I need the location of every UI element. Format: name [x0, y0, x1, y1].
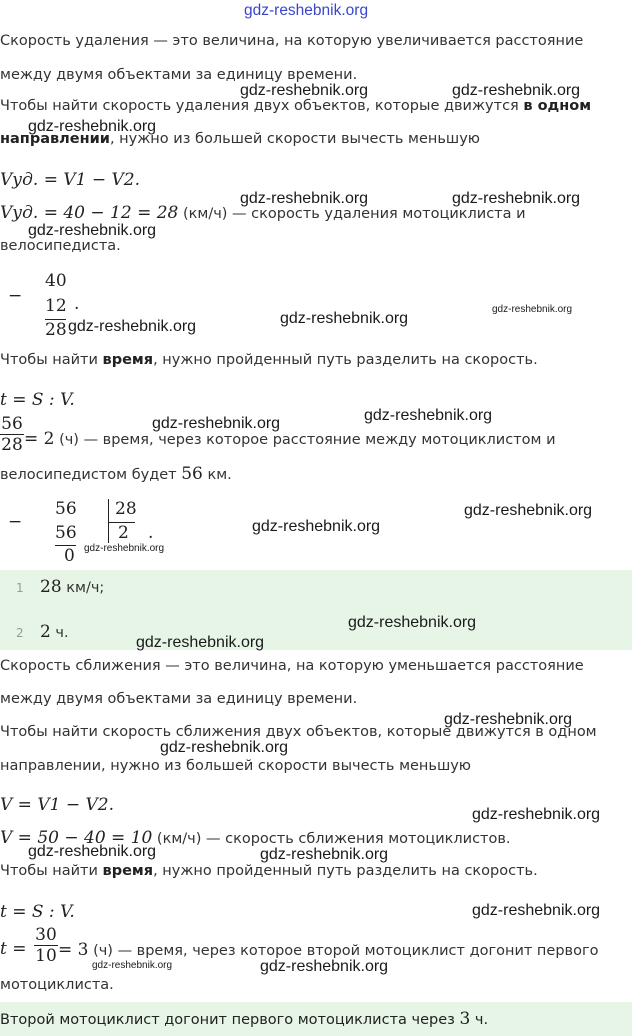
watermark: gdz-reshebnik.org: [152, 415, 281, 432]
fraction-2-denominator: 10: [35, 946, 57, 966]
column-subtrahend: 12: [45, 296, 67, 316]
division-subtracted: 56: [55, 523, 77, 543]
definition-approach-line1: Скорость сближения — это величина, на которую уменьшается расстояние: [0, 658, 584, 674]
answer-1: 28 км/ч;: [40, 577, 105, 597]
fraction-1-denominator: 28: [1, 435, 23, 455]
column-sign: −: [8, 286, 23, 306]
division-dot: .: [148, 523, 154, 543]
rule-removal-line2: направлении, нужно из большей скорости вычесть меньшую: [0, 131, 480, 147]
answers-box: [0, 570, 632, 650]
time-formula-1: t = S : V.: [0, 390, 75, 410]
fraction-2-prefix: t =: [0, 939, 27, 959]
time-rule-2: Чтобы найти время, нужно пройденный путь разделить на скорость.: [0, 863, 538, 879]
rule-approach-line2: направлении, нужно из большей скорости вычесть меньшую: [0, 758, 472, 774]
fraction-2-line2: мотоциклиста.: [0, 977, 114, 993]
watermark: gdz-reshebnik.org: [28, 843, 157, 860]
watermark: gdz-reshebnik.org: [280, 310, 409, 327]
watermark: gdz-reshebnik.org: [84, 543, 165, 554]
column-minuend: 40: [45, 271, 67, 291]
final-answer: Второй мотоциклист догонит первого мотоциклиста через 3 ч.: [0, 1009, 489, 1029]
definition-removal-line2: между двумя объектами за единицу времени.: [0, 67, 358, 83]
watermark: gdz-reshebnik.org: [492, 304, 573, 315]
fraction-1: [0, 414, 24, 455]
rule-approach-line1: Чтобы найти скорость сближения двух объектов, которые движутся в одном: [0, 724, 597, 740]
division-dividend: 56: [55, 499, 77, 519]
answer-2: 2 ч.: [40, 622, 69, 642]
division-remainder: 0: [64, 546, 75, 566]
calc-removal: Vуд. = 40 − 12 = 28 (км/ч) — скорость удаления мотоциклиста и: [0, 203, 526, 223]
answer-2-number: 2: [16, 626, 24, 640]
calc-approach: V = 50 − 40 = 10 (км/ч) — скорость сближения мотоциклистов.: [0, 828, 511, 848]
division-divisor: 28: [115, 499, 137, 519]
fraction-2-numerator: 30: [35, 925, 57, 945]
watermark: gdz-reshebnik.org: [464, 502, 593, 519]
column-dot: .: [74, 294, 80, 314]
fraction-2: [34, 925, 58, 966]
watermark: gdz-reshebnik.org: [452, 190, 581, 207]
watermark: gdz-reshebnik.org: [92, 960, 173, 971]
formula-removal: Vуд. = V1 − V2.: [0, 170, 141, 190]
fraction-1-text: = 2 (ч) — время, через которое расстояние между мотоциклистом и: [24, 429, 556, 449]
answer-1-number: 1: [16, 581, 24, 595]
definition-removal-line1: Скорость удаления — это величина, на которую увеличивается расстояние: [0, 33, 584, 49]
column-result: 28: [45, 320, 67, 340]
rule-removal-line1: Чтобы найти скорость удаления двух объектов, которые движутся в одном: [0, 98, 592, 114]
watermark: gdz-reshebnik.org: [364, 407, 493, 424]
time-rule-1: Чтобы найти время, нужно пройденный путь разделить на скорость.: [0, 352, 538, 368]
fraction-2-text: = 3 (ч) — время, через которое второй мотоциклист догонит первого: [58, 940, 599, 960]
watermark: gdz-reshebnik.org: [136, 634, 265, 651]
watermark: gdz-reshebnik.org: [68, 318, 197, 335]
watermark-top[interactable]: gdz-reshebnik.org: [244, 2, 369, 19]
formula-approach: V = V1 − V2.: [0, 795, 114, 815]
watermark: gdz-reshebnik.org: [348, 614, 477, 631]
watermark: gdz-reshebnik.org: [240, 82, 369, 99]
watermark: gdz-reshebnik.org: [240, 190, 369, 207]
watermark: gdz-reshebnik.org: [260, 846, 389, 863]
fraction-1-line2: велосипедистом будет 56 км.: [0, 464, 232, 484]
watermark: gdz-reshebnik.org: [472, 806, 601, 823]
watermark: gdz-reshebnik.org: [252, 518, 381, 535]
watermark: gdz-reshebnik.org: [28, 118, 157, 135]
watermark: gdz-reshebnik.org: [28, 222, 157, 239]
time-formula-2: t = S : V.: [0, 902, 75, 922]
fraction-1-numerator: 56: [1, 414, 23, 434]
watermark: gdz-reshebnik.org: [160, 739, 289, 756]
division-vbar: [108, 499, 109, 543]
division-sign: −: [8, 512, 23, 532]
definition-approach-line2: между двумя объектами за единицу времени.: [0, 691, 358, 707]
division-quotient: 2: [118, 523, 129, 543]
watermark: gdz-reshebnik.org: [444, 711, 573, 728]
watermark: gdz-reshebnik.org: [472, 902, 601, 919]
final-answer-box: [0, 1002, 632, 1036]
calc-removal-line2: велосипедиста.: [0, 238, 121, 254]
watermark: gdz-reshebnik.org: [260, 958, 389, 975]
watermark: gdz-reshebnik.org: [452, 82, 581, 99]
